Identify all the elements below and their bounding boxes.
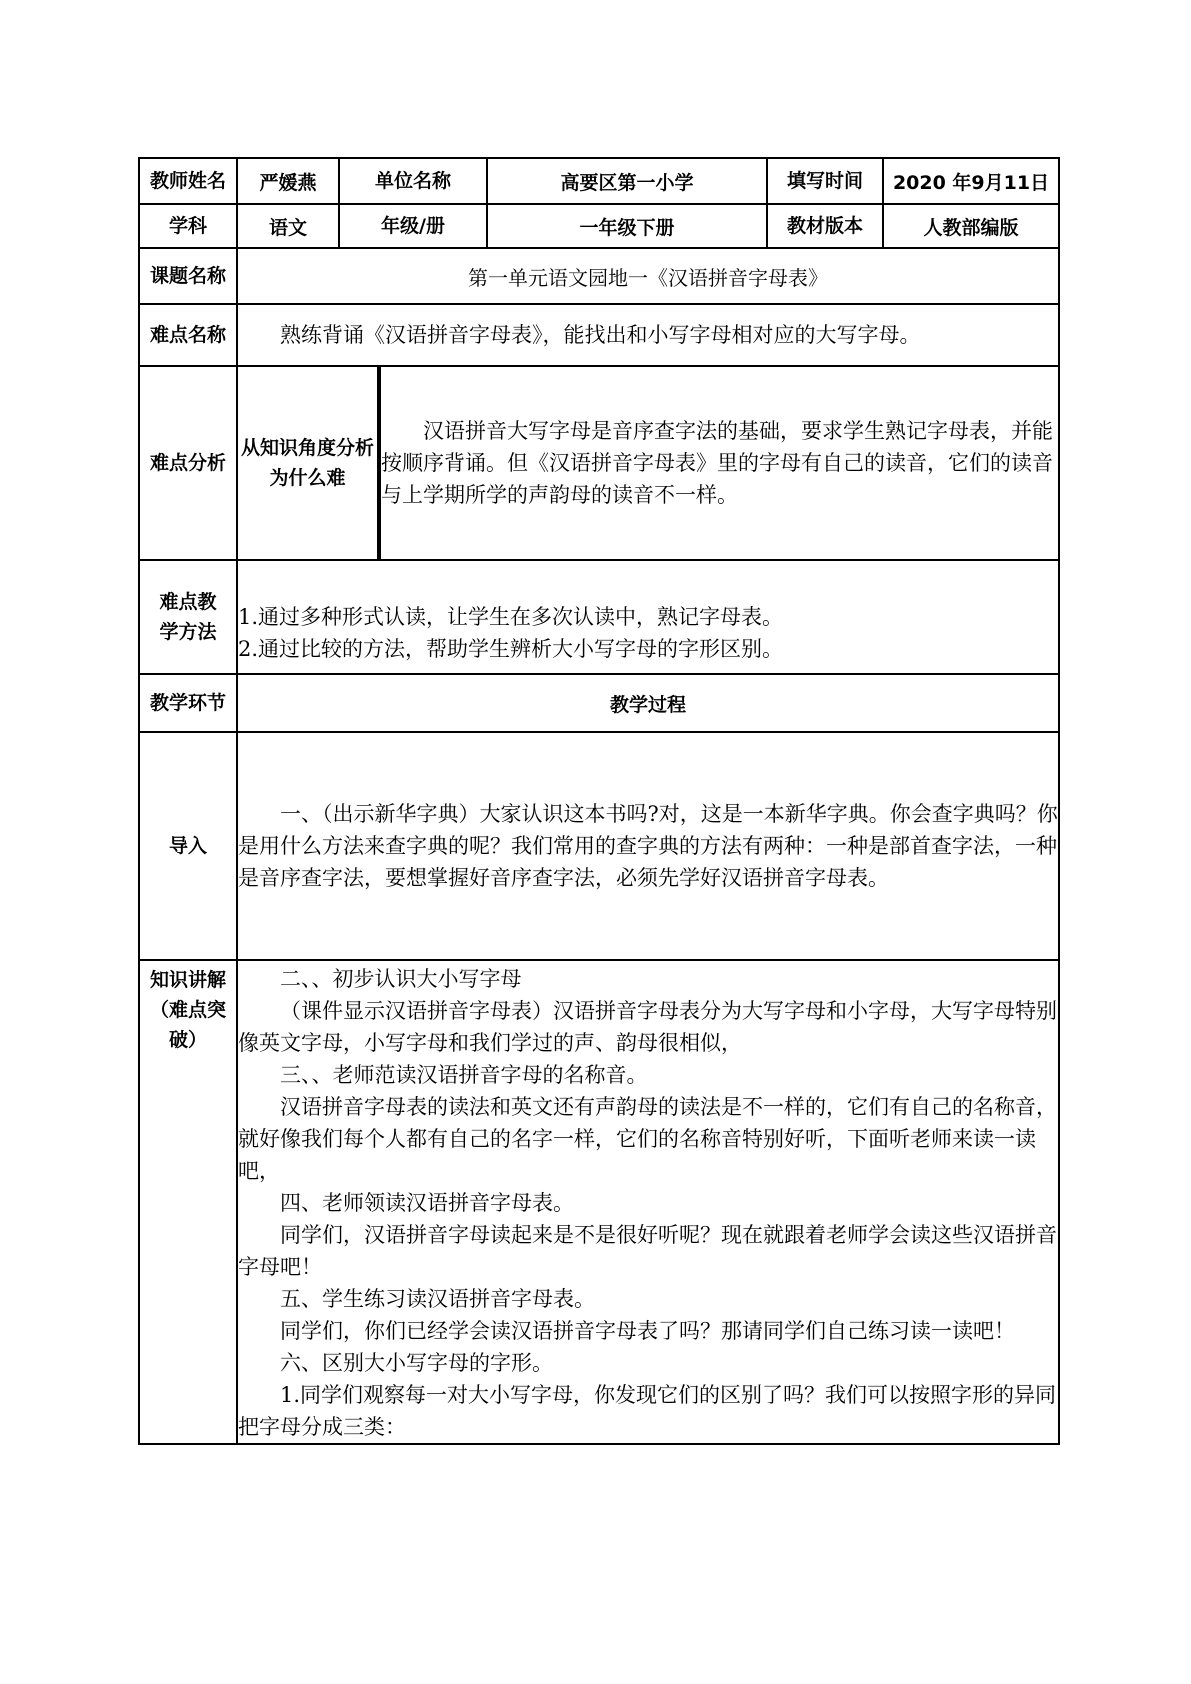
lecture-row — [139, 960, 1059, 1444]
process-header-row — [139, 674, 1059, 732]
process-label: 教学过程 — [237, 674, 1059, 732]
topic-value: 第一单元语文园地一《汉语拼音字母表》 — [237, 248, 1059, 304]
topic-row — [139, 248, 1059, 304]
lecture-paragraph: 同学们，你们已经学会读汉语拼音字母表了吗？那请同学们自己练习读一读吧！ — [280, 1319, 1015, 1343]
analysis-value: 汉语拼音大写字母是音序查字法的基础，要求学生熟记字母表，并能按顺序背诵。但《汉语拼音字母表》里的字母有自己的读音，它们的读音与上学期所学的声韵母的读音不一样。 — [381, 419, 1053, 507]
difficulty-cell — [237, 304, 1059, 366]
topic-label: 课题名称 — [139, 248, 237, 304]
unit-name-label: 单位名称 — [339, 158, 487, 204]
lecture-paragraph: 四、老师领读汉语拼音字母表。 — [280, 1191, 574, 1215]
teacher-name-value: 严媛燕 — [237, 158, 339, 204]
intro-label: 导入 — [139, 732, 237, 960]
subject-label: 学科 — [139, 204, 237, 248]
analysis-label: 难点分析 — [139, 366, 237, 560]
difficulty-row — [139, 304, 1059, 366]
lecture-cell — [237, 960, 1059, 1444]
lecture-paragraph: 1.同学们观察每一对大小写字母，你发现它们的区别了吗？我们可以按照字形的异同把字母分成三类： — [238, 1383, 1057, 1439]
unit-name-value: 高要区第一小学 — [487, 158, 767, 204]
lecture-paragraph: 六、区别大小写字母的字形。 — [280, 1351, 553, 1375]
lecture-label: 知识讲解（难点突破） — [139, 960, 237, 1444]
method-label: 难点教学方法 — [139, 560, 237, 674]
edition-label: 教材版本 — [767, 204, 883, 248]
difficulty-label: 难点名称 — [139, 304, 237, 366]
intro-cell — [237, 732, 1059, 960]
lecture-paragraph: 三、、老师范读汉语拼音字母的名称音。 — [280, 1063, 648, 1087]
analysis-cell — [379, 366, 1059, 560]
fill-date-label: 填写时间 — [767, 158, 883, 204]
lecture-paragraph: （课件显示汉语拼音字母表）汉语拼音字母表分为大写字母和小字母，大写字母特别像英文字母，小写字母和我们学过的声、韵母很相似， — [238, 999, 1057, 1055]
method-line-1: 1.通过多种形式认读，让学生在多次认读中，熟记字母表。 — [238, 605, 784, 629]
grade-label: 年级/册 — [339, 204, 487, 248]
fill-date-value: 2020 年9月11日 — [883, 158, 1059, 204]
subject-value: 语文 — [237, 204, 339, 248]
analysis-sub-label: 从知识角度分析为什么难 — [237, 366, 379, 560]
lecture-paragraph: 汉语拼音字母表的读法和英文还有声韵母的读法是不一样的，它们有自己的名称音，就好像我们每个人都有自己的名字一样，它们的名称音特别好听，下面听老师来读一读吧， — [238, 1095, 1057, 1183]
header-row-1 — [139, 158, 1059, 204]
method-cell — [237, 560, 1059, 674]
grade-value: 一年级下册 — [487, 204, 767, 248]
lesson-plan-table — [138, 157, 1060, 1445]
method-line-2: 2.通过比较的方法，帮助学生辨析大小写字母的字形区别。 — [238, 637, 784, 661]
stage-label: 教学环节 — [139, 674, 237, 732]
intro-value: 一、（出示新华字典）大家认识这本书吗?对，这是一本新华字典。你会查字典吗？你是用什么方法来查字典的呢？我们常用的查字典的方法有两种：一种是部首查字法，一种是音序查字法，要想掌握好音序查字法，必须先学好汉语拼音字母表。 — [238, 802, 1058, 890]
lecture-paragraph: 二、、初步认识大小写字母 — [280, 967, 522, 991]
lecture-paragraph: 同学们，汉语拼音字母读起来是不是很好听呢？现在就跟着老师学会读这些汉语拼音字母吧！ — [238, 1223, 1057, 1279]
method-row — [139, 560, 1059, 674]
intro-row — [139, 732, 1059, 960]
difficulty-value: 熟练背诵《汉语拼音字母表》，能找出和小写字母相对应的大写字母。 — [280, 323, 921, 347]
teacher-name-label: 教师姓名 — [139, 158, 237, 204]
analysis-row — [139, 366, 1059, 560]
lecture-paragraph: 五、学生练习读汉语拼音字母表。 — [280, 1287, 595, 1311]
header-row-2 — [139, 204, 1059, 248]
edition-value: 人教部编版 — [883, 204, 1059, 248]
